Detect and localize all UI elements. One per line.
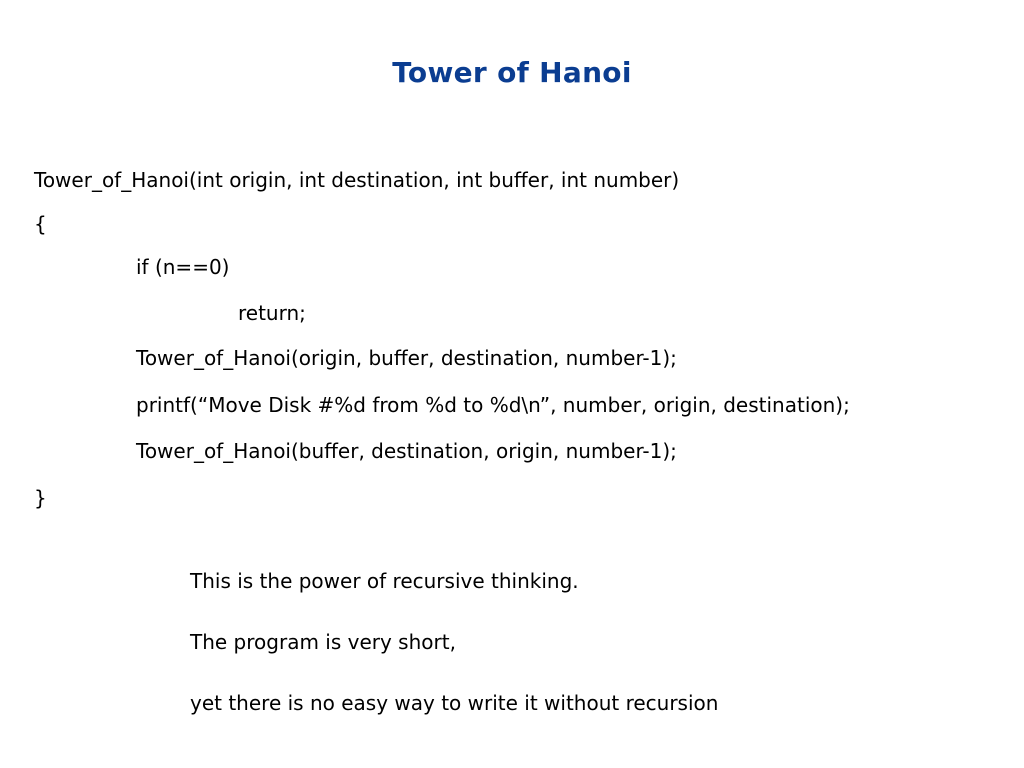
code-line-recursive-call-1: Tower_of_Hanoi(origin, buffer, destination, number-1); (136, 346, 677, 370)
code-line-recursive-call-2: Tower_of_Hanoi(buffer, destination, origin, number-1); (136, 439, 677, 463)
note-line-2: The program is very short, (190, 630, 456, 654)
code-line-printf: printf(“Move Disk #%d from %d to %d\n”, number, origin, destination); (136, 393, 850, 417)
note-line-3: yet there is no easy way to write it without recursion (190, 691, 719, 715)
code-line-open-brace: { (34, 212, 47, 236)
code-line-if: if (n==0) (136, 255, 230, 279)
note-line-1: This is the power of recursive thinking. (190, 569, 579, 593)
slide-title: Tower of Hanoi (392, 56, 632, 89)
code-line-close-brace: } (34, 486, 47, 510)
code-line-return: return; (238, 301, 306, 325)
code-line-signature: Tower_of_Hanoi(int origin, int destination, int buffer, int number) (34, 168, 680, 192)
